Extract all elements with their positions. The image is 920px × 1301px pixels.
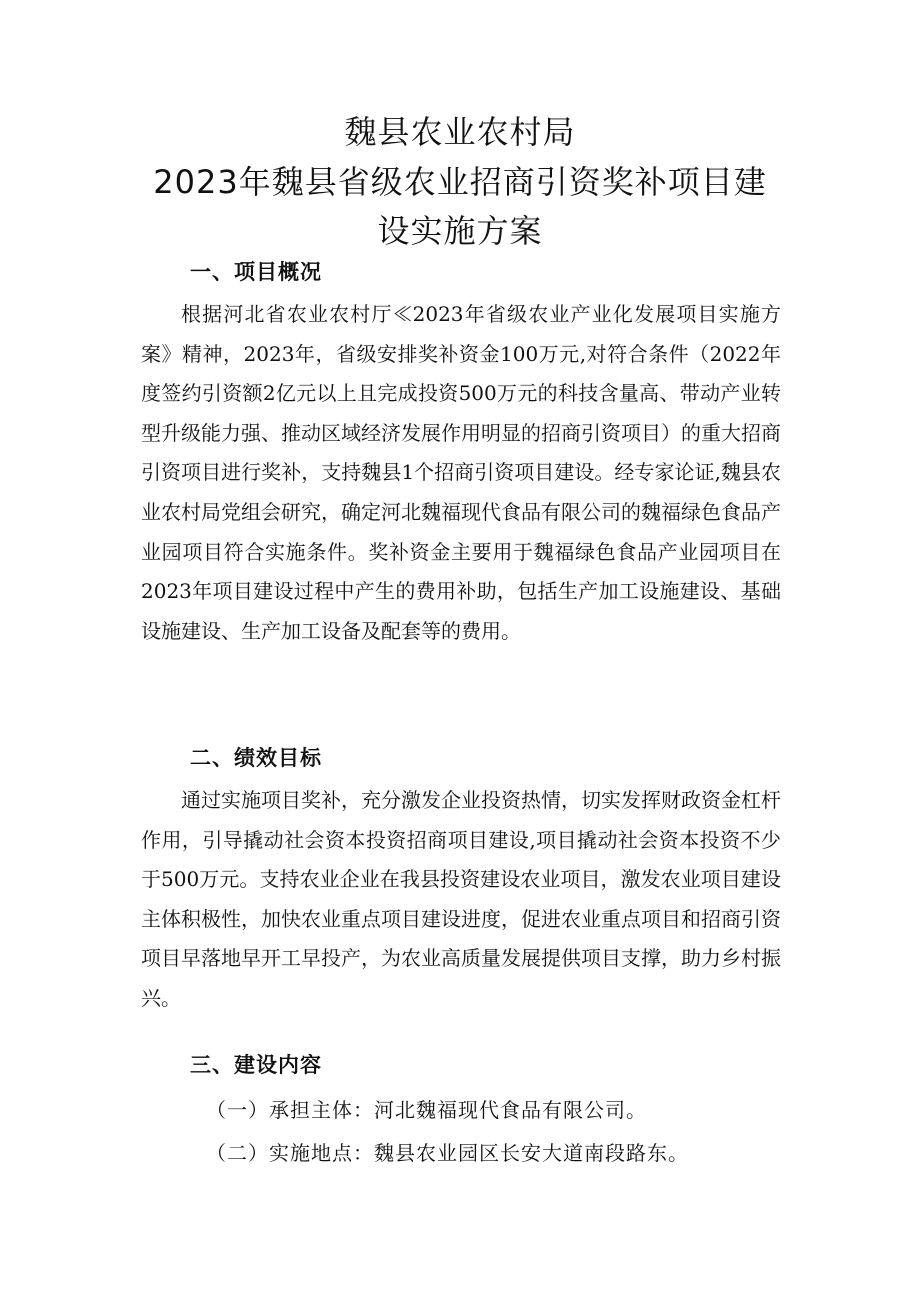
doc-title-line-2: 2023年魏县省级农业招商引资奖补项目建	[153, 163, 767, 201]
section-heading-content: 三、建设内容	[190, 1053, 322, 1077]
content-item-undertaker: （一）承担主体：河北魏福现代食品有限公司。	[206, 1098, 647, 1122]
content-item-location: （二）实施地点：魏县农业园区长安大道南段路东。	[206, 1141, 689, 1165]
doc-title-line-1: 魏县农业农村局	[344, 113, 576, 151]
section-heading-overview: 一、项目概况	[190, 260, 322, 284]
section-paragraph-overview: 根据河北省农业农村厅≪2023年省级农业产业化发展项目实施方案》精神，2023年，省级安排奖补资金100万元,对符合条件（2022年度签约引资额2亿元以上且完成投资500万元的科技含量高、带动产业转型升级能力强、推动区域经济发展作用明显的招商引资项目）的重大招商引资项目进行奖补，支持魏县1个招商引资项目建设。经专家论证,魏县农业农村局党组会研究，确定河北魏福现代食品有限公司的魏福绿色食品产业园项目符合实施条件。奖补资金主要用于魏福绿色食品产业园项目在2023年项目建设过程中产生的费用补助，包括生产加工设施建设、基础设施建设、生产加工设备及配套等的费用。	[141, 302, 781, 643]
section-heading-goals: 二、绩效目标	[190, 746, 322, 770]
section-paragraph-goals: 通过实施项目奖补，充分激发企业投资热情，切实发挥财政资金杠杆作用，引导撬动社会资本投资招商项目建设,项目撬动社会资本投资不少于500万元。支持农业企业在我县投资建设农业项目，激发农业项目建设主体积极性，加快农业重点项目建设进度，促进农业重点项目和招商引资项目早落地早开工早投产，为农业高质量发展提供项目支撑，助力乡村振兴。	[141, 788, 781, 1010]
doc-title-line-3: 设实施方案	[377, 212, 543, 250]
